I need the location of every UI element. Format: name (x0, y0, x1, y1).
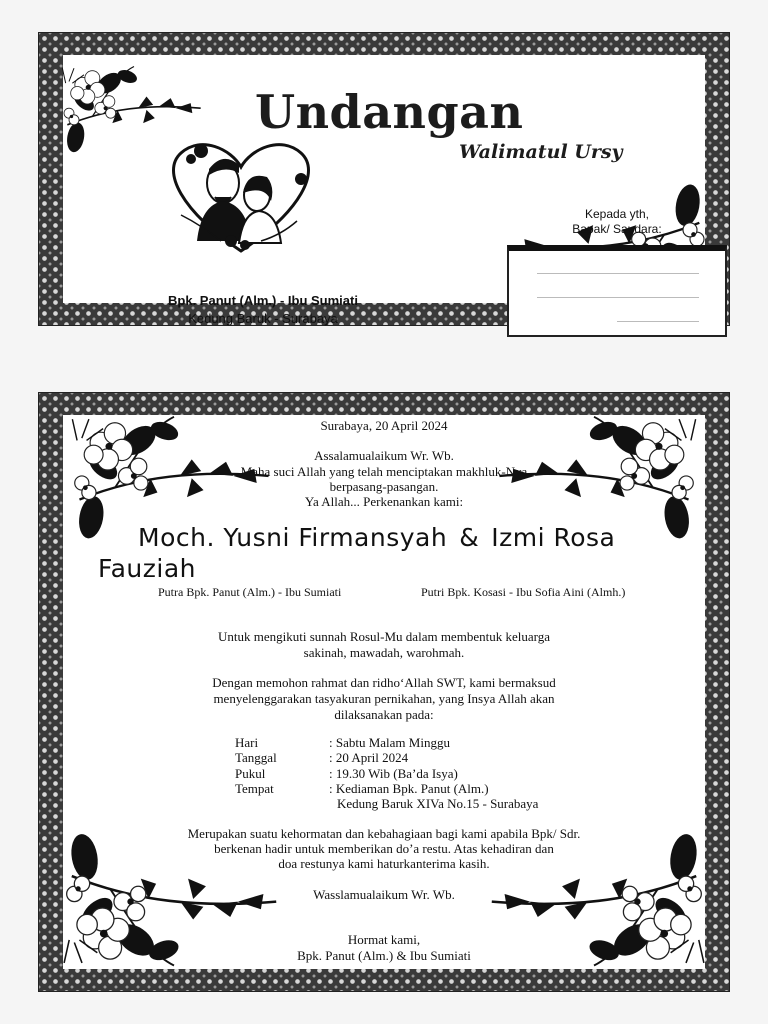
bride-name: Izmi Rosa Fauziah (98, 523, 616, 583)
verse-line: Ya Allah... Perkenankan kami: (304, 494, 464, 509)
address-line (617, 321, 699, 322)
sunnah-line: sakinah, mawadah, warohmah. (303, 645, 465, 660)
detail-value-day: : Sabtu Malam Minggu (329, 735, 450, 750)
recipient-salutation: Bapak/ Saudara: (572, 222, 662, 236)
ampersand: & (459, 523, 480, 552)
regards: Hormat kami, (347, 932, 421, 947)
detail-value-place: : Kediaman Bpk. Panut (Alm.) (329, 781, 489, 796)
place-date: Surabaya, 20 April 2024 (320, 418, 448, 433)
closing-line: doa restunya kami haturkanterima kasih. (278, 856, 490, 871)
detail-label-date: Tanggal (235, 750, 277, 765)
intent-line: dilaksanakan pada: (334, 707, 434, 722)
venue-address: Kedung Baruk XIVa No.15 - Surabaya (337, 796, 539, 811)
cover-hosts: Bpk. Panut (Alm.) - Ibu Sumiati (168, 293, 358, 308)
cover-inner (63, 55, 705, 326)
cover-card (38, 32, 730, 326)
detail-value-time: : 19.30 Wib (Ba’da Isya) (329, 766, 458, 781)
intent-line: Dengan memohon rahmat dan ridho‘Allah SWT, kami bermaksud (212, 675, 556, 690)
couple-heart-icon (161, 131, 321, 261)
detail-label-day: Hari (235, 735, 259, 750)
cover-hosts-address: Kedung Baruk - Surabaya (188, 311, 338, 326)
greeting: Assalamualaikum Wr. Wb. (314, 448, 454, 463)
detail-label-place: Tempat (235, 781, 274, 796)
intent-line: menyelenggarakan tasyakuran pernikahan, yang Insya Allah akan (213, 691, 555, 706)
cover-title: Undangan (255, 85, 524, 139)
address-line (537, 273, 699, 274)
farewell: Wasslamualaikum Wr. Wb. (313, 887, 455, 902)
groom-parents: Putra Bpk. Panut (Alm.) - Ibu Sumiati (158, 585, 342, 599)
couple-names (98, 522, 658, 584)
sunnah-line: Untuk mengikuti sunnah Rosul-Mu dalam membentuk keluarga (218, 629, 550, 644)
verse-line: berpasang-pasangan. (329, 479, 439, 494)
closing-line: Merupakan suatu kehormatan dan kebahagiaan bagi kami apabila Bpk/ Sdr. (187, 826, 581, 841)
recipient-heading: Kepada yth, (584, 207, 650, 221)
signature: Bpk. Panut (Alm.) & Ibu Sumiati (297, 948, 471, 963)
verse-line: Maha suci Allah yang telah menciptakan makhluk-Nya (240, 464, 528, 479)
detail-value-date: : 20 April 2024 (329, 750, 409, 765)
address-line (537, 297, 699, 298)
closing-line: berkenan hadir untuk memberikan do’a restu. Atas kehadiran dan (214, 841, 554, 856)
address-box (507, 245, 727, 337)
groom-name: Moch. Yusni Firmansyah (138, 523, 448, 552)
bride-parents: Putri Bpk. Kosasi - Ibu Sofia Aini (Almh.) (421, 585, 626, 599)
cover-subtitle: Walimatul Ursy (459, 141, 623, 163)
detail-label-time: Pukul (235, 766, 266, 781)
